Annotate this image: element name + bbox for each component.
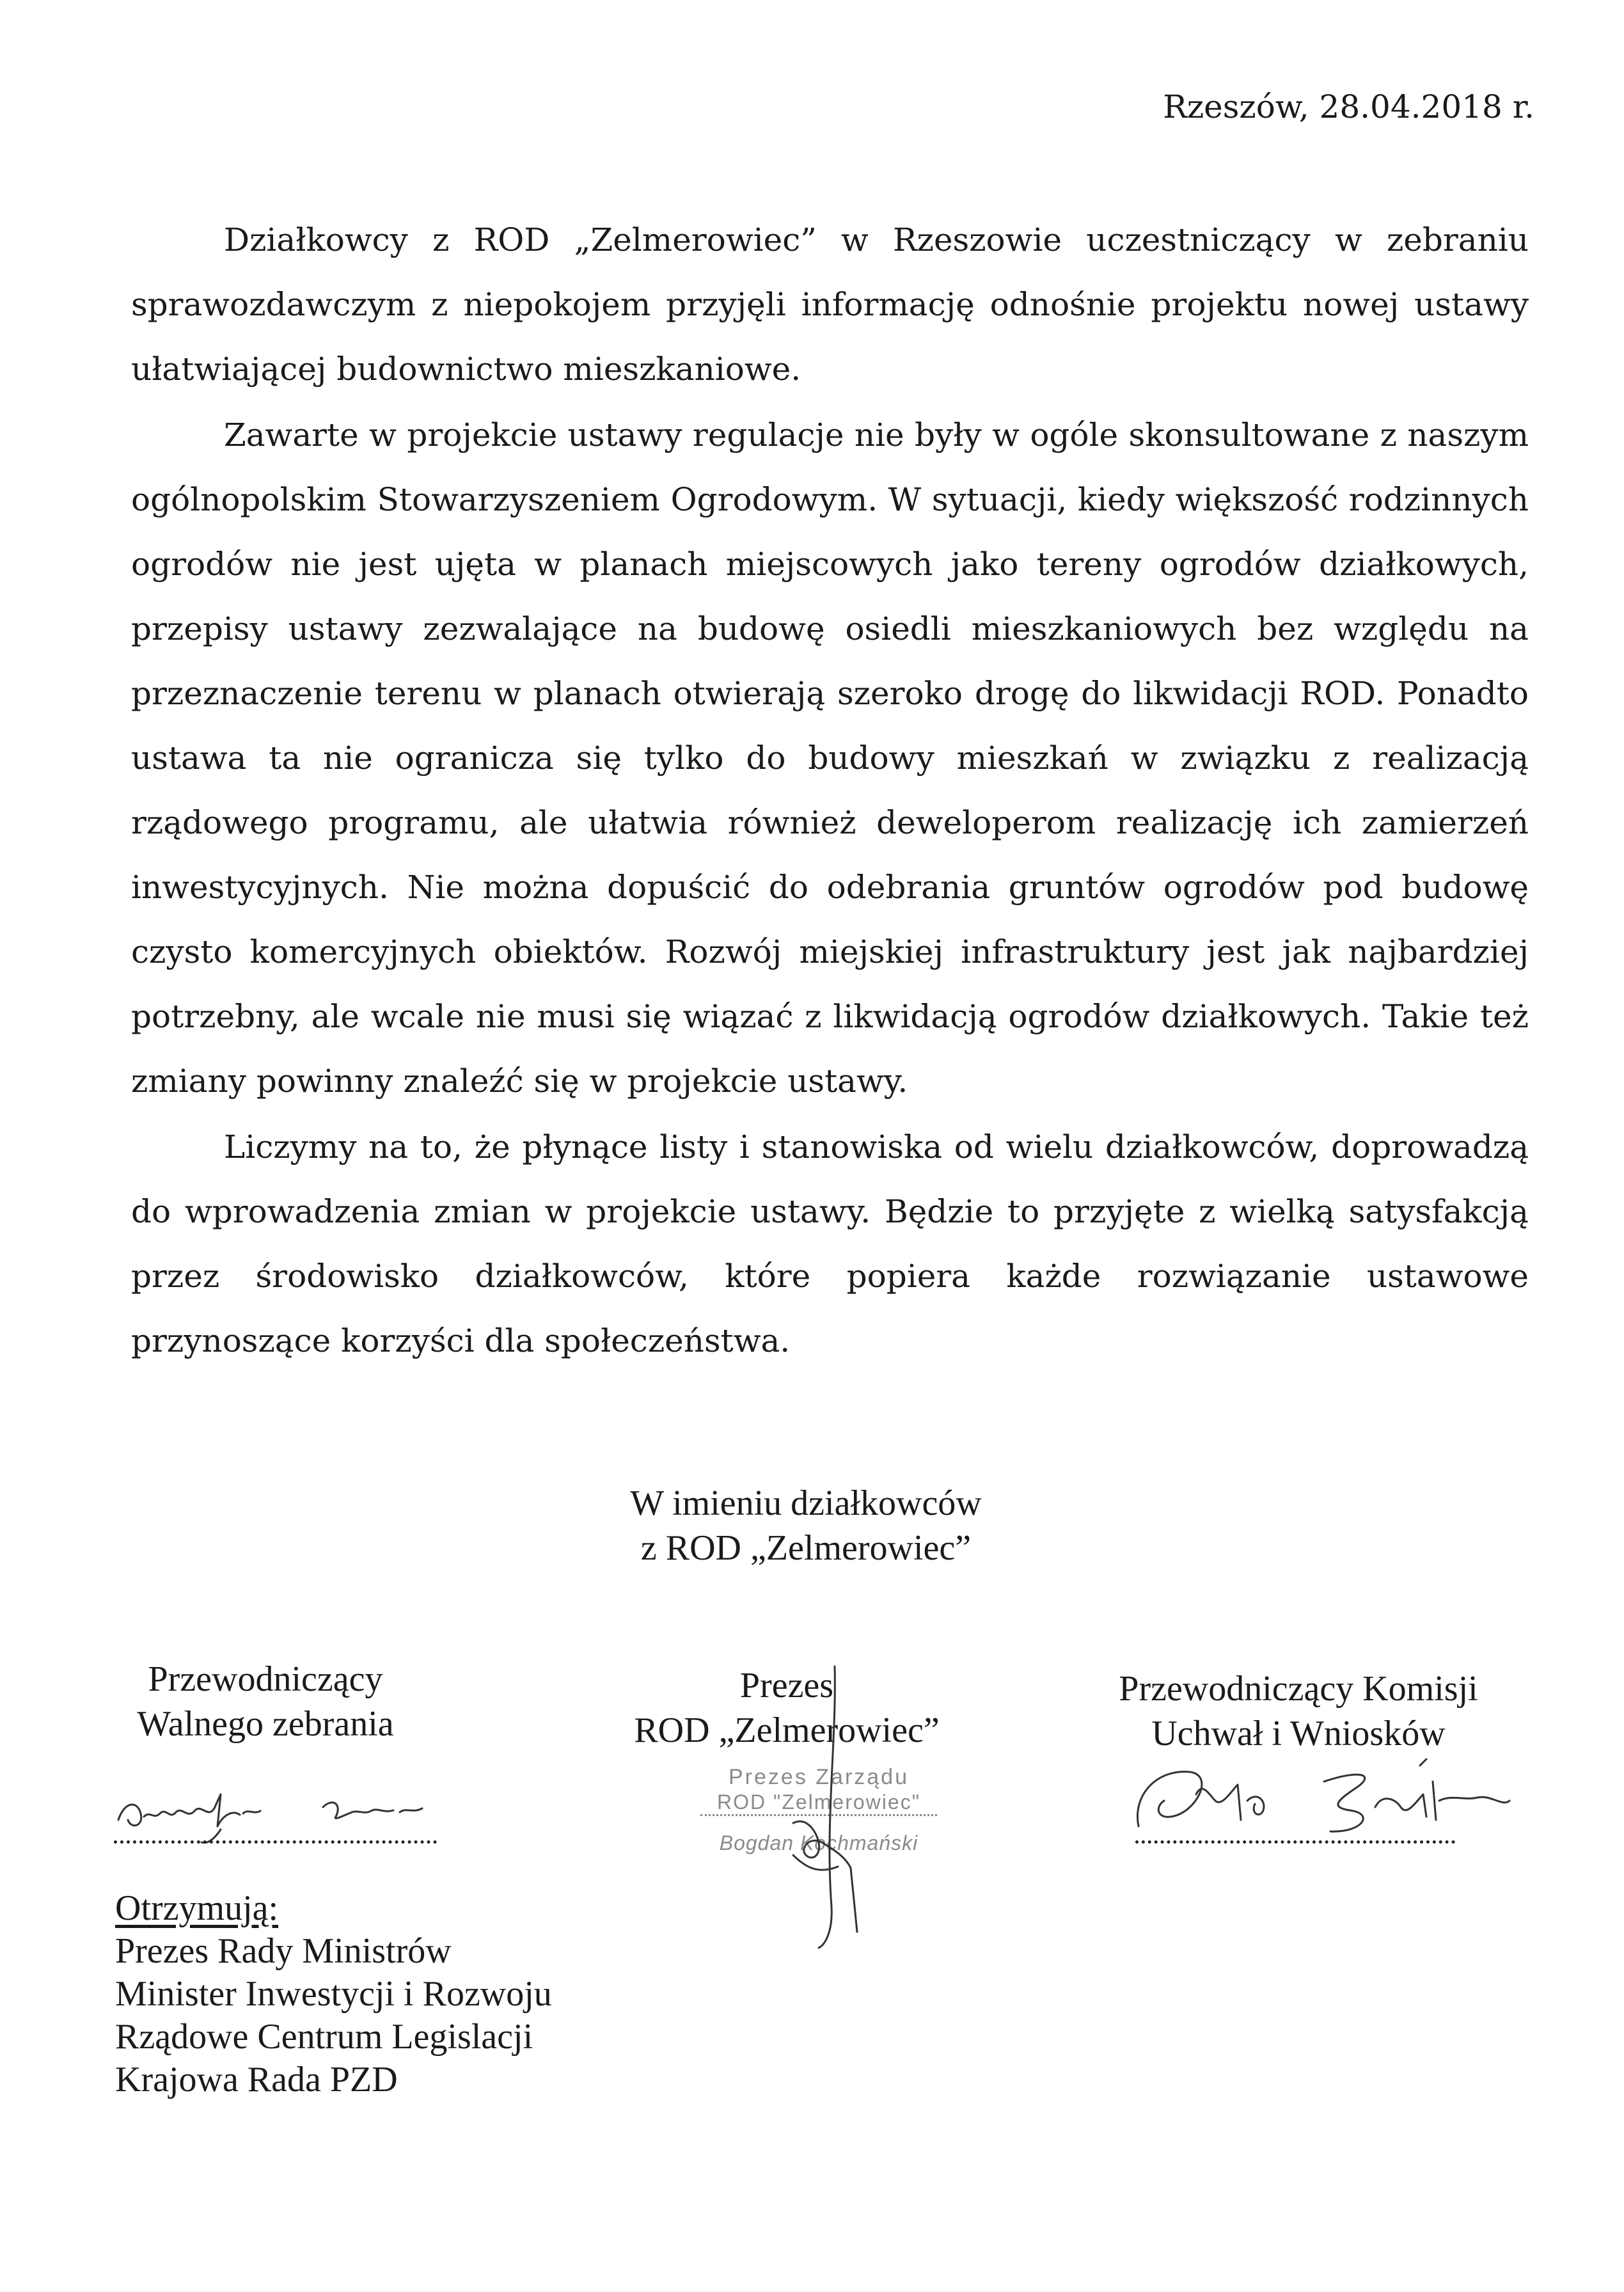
closing-line-2: z ROD „Zelmerowiec” xyxy=(640,1528,972,1568)
letter-body xyxy=(131,208,1529,1373)
signatory-left-line-2: Walnego zebrania xyxy=(137,1704,394,1744)
recipient-item: Rządowe Centrum Legislacji xyxy=(115,2017,533,2057)
signatory-right-line-2: Uchwał i Wniosków xyxy=(1151,1714,1446,1753)
stamp-line-2: ROD "Zelmerowiec" xyxy=(716,1790,921,1814)
signature-middle xyxy=(755,1663,895,1957)
body-paragraph-3: Liczymy na to, że płynące listy i stanowiska od wielu działkowców, doprowadzą do wprowadzenia zmian w projekcie ustawy. Będzie to przyjęte z wielką satysfakcją przez środowisko działkowców, które popiera każde rozwiązanie ustawowe przynoszące korzyści dla społeczeństwa. xyxy=(131,1128,1529,1359)
closing-line-1: W imieniu działkowców xyxy=(630,1483,982,1523)
signatory-right-line-1: Przewodniczący Komisji xyxy=(1119,1669,1478,1709)
stamp-line-3: Bogdan Kochmański xyxy=(719,1831,918,1854)
signature-left xyxy=(112,1775,445,1845)
signature-right xyxy=(1119,1756,1535,1845)
closing-block xyxy=(550,1481,1062,1570)
recipient-item: Prezes Rady Ministrów xyxy=(115,1931,452,1971)
signature-line-right xyxy=(1135,1840,1455,1844)
body-paragraph-1: Działkowcy z ROD „Zelmerowiec” w Rzeszowie uczestniczący w zebraniu sprawozdawczym z niepokojem przyjęli informację odnośnie projektu nowej ustawy ułatwiającej budownictwo mieszkaniowe. xyxy=(131,221,1529,388)
body-paragraph-2: Zawarte w projekcie ustawy regulacje nie były w ogóle skonsultowane z naszym ogólnopolskim Stowarzyszeniem Ogrodowym. W sytuacji, kiedy większość rodzinnych ogrodów nie jest ujęta w planach miejscowych jako tereny ogrodów działkowych, przepisy ustawy zezwalające na budowę osiedli mieszkaniowych bez względu na przeznaczenie terenu w planach otwierają szeroko drogę do likwidacji ROD. Ponadto ustawa ta nie ogranicza się tylko do budowy mieszkań w związku z realizacją rządowego programu, ale ułatwia również deweloperom realizację ich zamierzeń inwestycyjnych. Nie można dopuścić do odebrania gruntów ogrodów pod budowę czysto komercyjnych obiektów. Rozwój miejskiej infrastruktury jest jak najbardziej potrzebny, ale wcale nie musi się wiązać z likwidacją ogrodów działkowych. Takie też zmiany powinny znaleźć się w projekcie ustawy. xyxy=(131,416,1529,1100)
signatory-left-line-1: Przewodniczący xyxy=(148,1659,383,1699)
signatory-right xyxy=(1075,1666,1522,1756)
signatory-middle-line-1: Prezes xyxy=(739,1666,834,1705)
recipients-block xyxy=(115,1887,552,2101)
letter-date: Rzeszów, 28.04.2018 r. xyxy=(1163,88,1534,125)
signature-line-left xyxy=(114,1840,437,1844)
recipient-item: Minister Inwestycji i Rozwoju xyxy=(115,1974,552,2014)
recipients-heading: Otrzymują: xyxy=(115,1888,279,1928)
signatory-left xyxy=(96,1657,435,1746)
recipient-item: Krajowa Rada PZD xyxy=(115,2060,398,2099)
stamp-line-1: Prezes Zarządu xyxy=(729,1765,909,1789)
signatory-middle-line-2: ROD „Zelmerowiec” xyxy=(634,1711,940,1750)
